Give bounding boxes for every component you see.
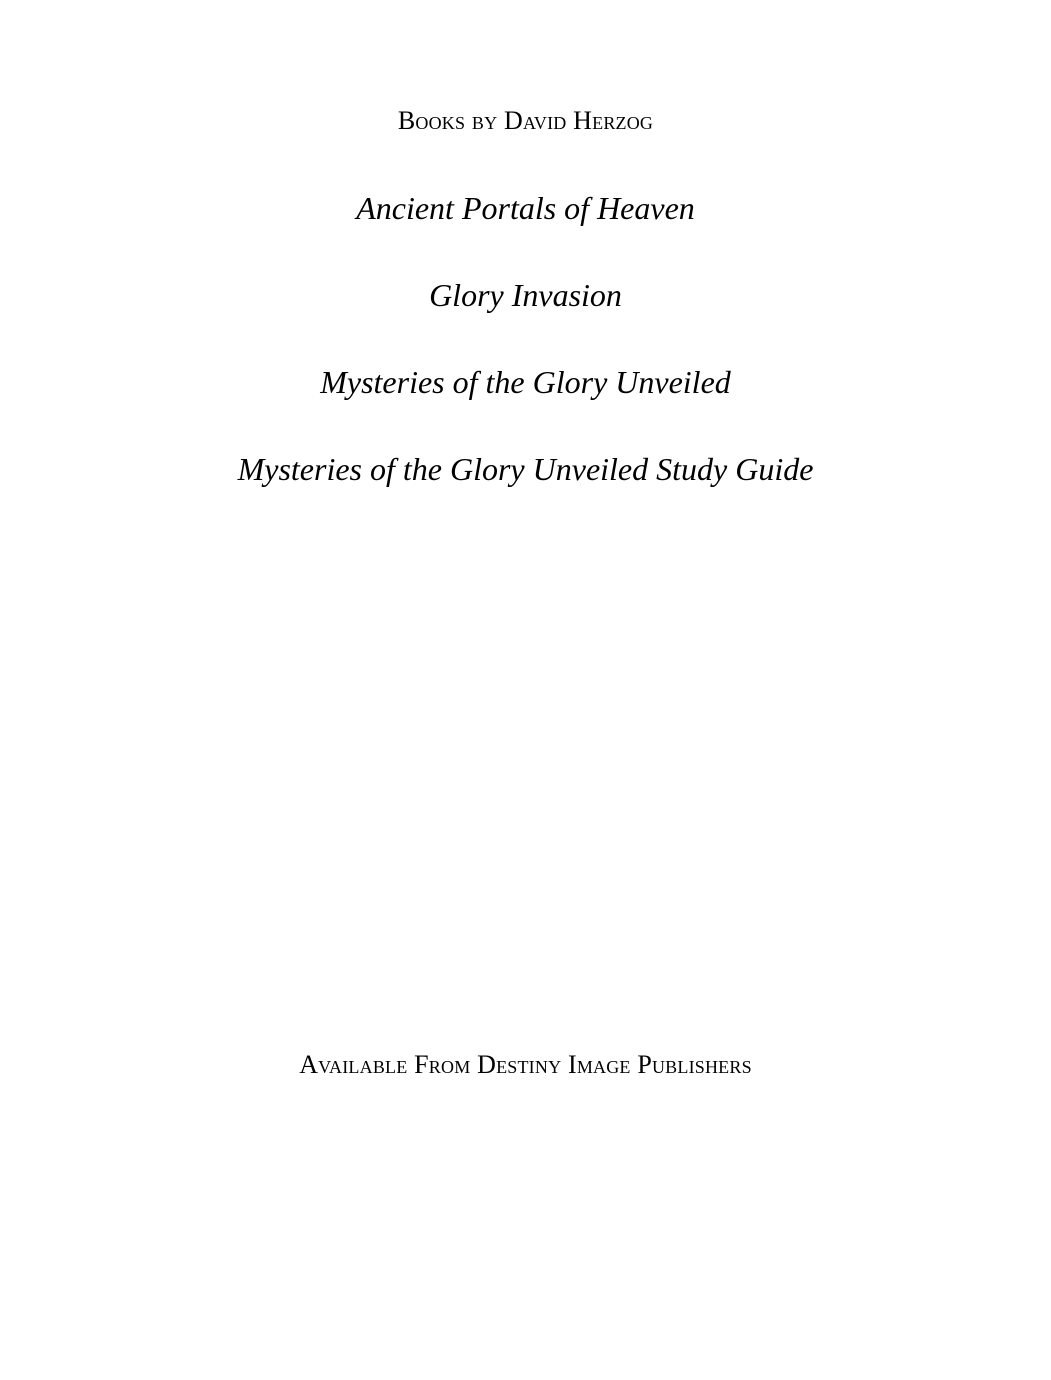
book-title: Mysteries of the Glory Unveiled [320, 364, 731, 400]
book-title: Mysteries of the Glory Unveiled Study Guide [237, 451, 814, 487]
book-title: Ancient Portals of Heaven [356, 190, 695, 226]
books-by-author-heading: Books by David Herzog [397, 106, 654, 135]
publisher-note: Available From Destiny Image Publishers [299, 1050, 752, 1079]
book-title: Glory Invasion [429, 277, 622, 313]
